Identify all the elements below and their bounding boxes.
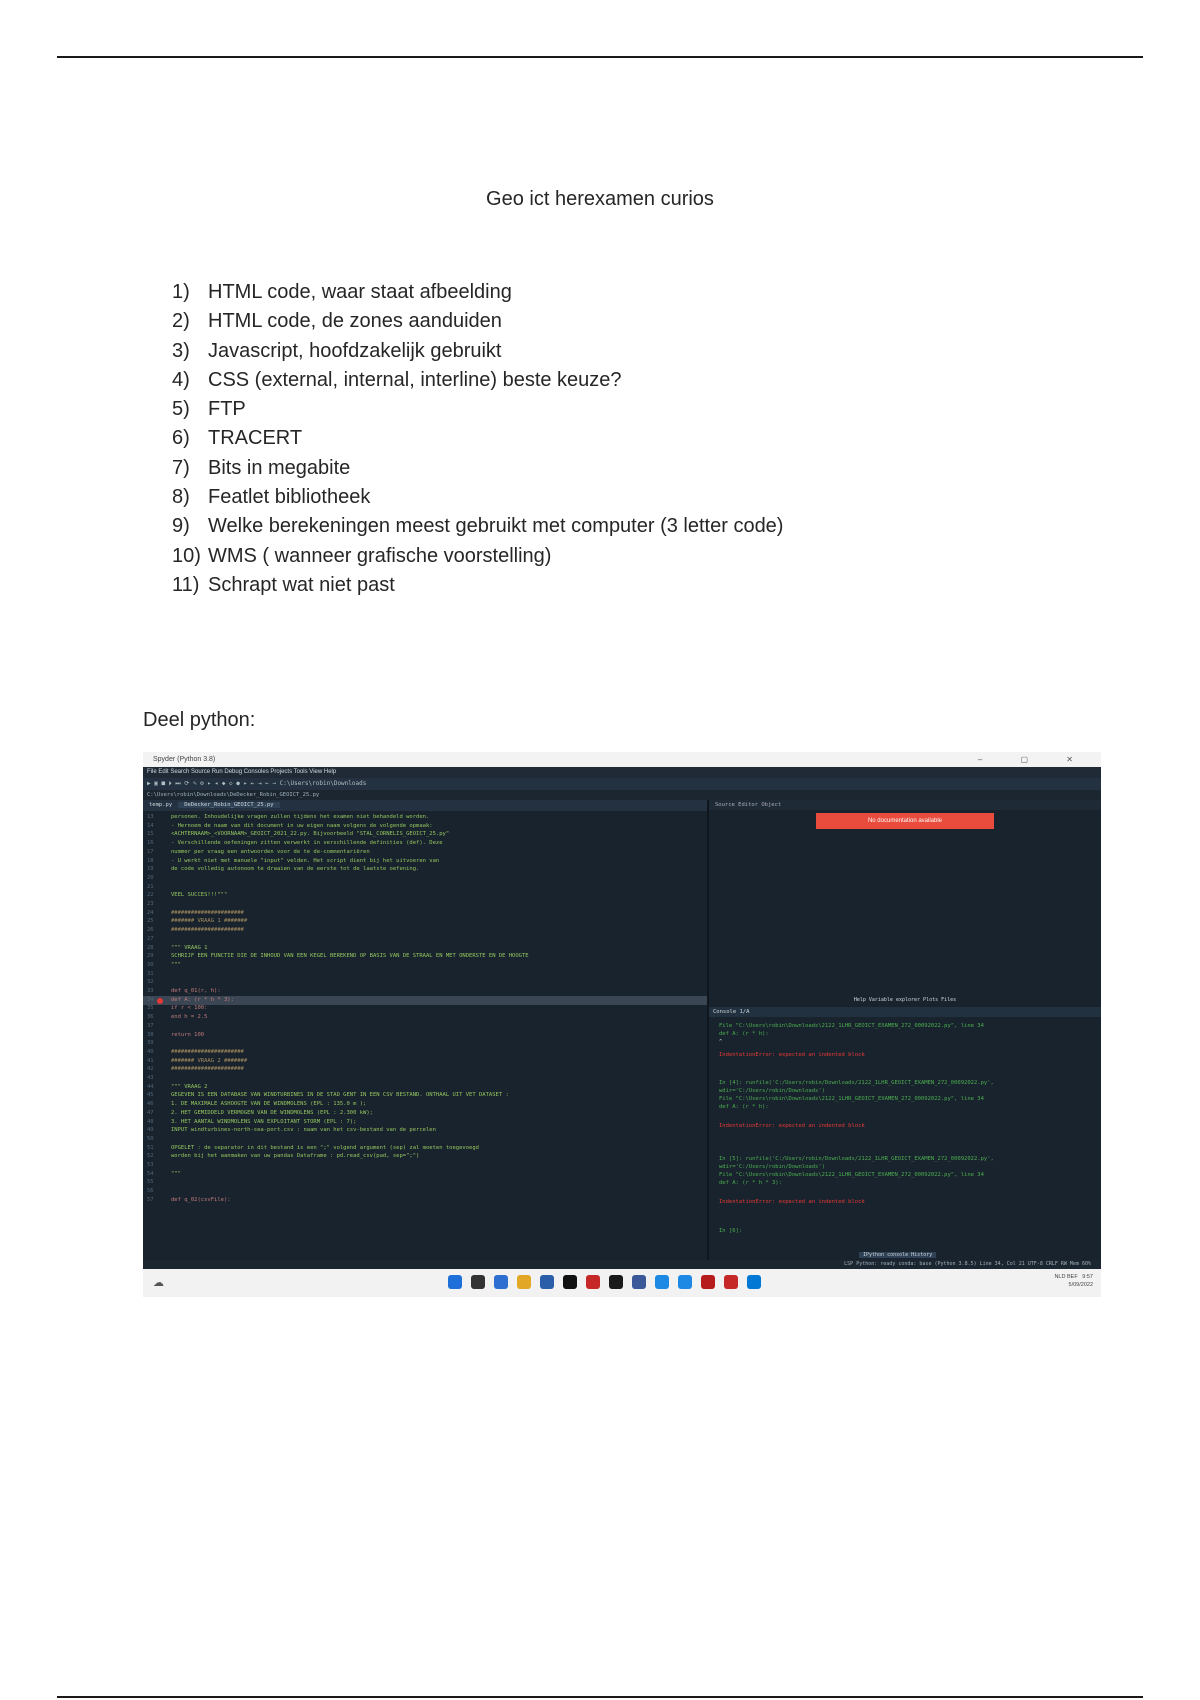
code-area[interactable] [143,814,707,1260]
line-number: 48 [147,1118,154,1125]
line-number: 23 [147,901,154,907]
line-number: 49 [147,1127,154,1134]
code-line[interactable]: def A: (r * h * 3): [171,996,234,1003]
question-item [172,542,783,571]
taskbar-app-icon[interactable] [471,1275,485,1289]
line-number: 37 [147,1022,154,1029]
pane-tabs[interactable]: Help Variable explorer Plots Files [853,997,957,1003]
line-number: 34 [147,996,154,1003]
console-line: ^ [719,1039,723,1045]
question-text: Featlet bibliotheek [208,486,371,509]
console-line: IndentationError: expected an indented block [719,1123,865,1129]
code-line[interactable]: OPGELET : de separator in dit bestand is een ";" volgend argument (sep) zal moeten toegevoegd [171,1144,479,1151]
question-item [172,571,783,600]
code-line[interactable]: """ [171,961,181,968]
line-number: 35 [147,1005,154,1012]
question-item [172,424,783,453]
editor-tabs[interactable] [143,800,707,811]
ide-main [143,800,1101,1260]
line-number: 55 [147,1179,154,1186]
code-line[interactable]: - Hernoem de naam van dit document in uw eigen naam volgens de volgende opmaak: [171,822,433,829]
taskbar-app-icon[interactable] [540,1275,554,1289]
console-output[interactable] [709,1019,1101,1246]
document-title: Geo ict herexamen curios [486,188,714,210]
taskbar-app-icon[interactable] [701,1275,715,1289]
question-item [172,395,783,424]
line-number: 42 [147,1066,154,1073]
question-text: FTP [208,398,246,421]
tab-temp[interactable]: temp.py [149,802,173,808]
code-line[interactable]: INPUT windturbines-north-sea-port.csv : naam van het csv-bestand van de percelen [171,1127,436,1134]
code-line[interactable]: 1. DE MAXIMALE ASHOOGTE VAN DE WINDMOLENS (EPL : 135.0 m ); [171,1101,367,1108]
taskbar-app-icon[interactable] [563,1275,577,1289]
question-text: WMS ( wanneer grafische voorstelling) [208,544,552,567]
line-number: 15 [147,831,154,838]
console-line: wdir='C:/Users/robin/Downloads') [719,1088,825,1094]
console-line: In [6]: [719,1228,743,1234]
code-line[interactable]: end h = 2.5 [171,1014,208,1021]
line-number: 30 [147,961,154,968]
line-number: 57 [147,1196,154,1203]
taskbar-app-icon[interactable] [448,1275,462,1289]
code-line[interactable]: """ VRAAG 2 [171,1083,208,1090]
code-line[interactable]: VEEL SUCCES!!!""" [171,892,228,899]
line-number: 51 [147,1144,154,1151]
question-text: TRACERT [208,427,303,450]
toolbar-path[interactable]: C:\Users\robin\Downloads [279,780,367,787]
taskbar-app-icon[interactable] [678,1275,692,1289]
question-text: Schrapt wat niet past [208,573,395,596]
help-header[interactable]: Source Editor Object [709,800,1101,810]
status-bar: LSP Python: ready conda: base (Python 3.8.5) Line 34, Col 21 UTF-8 CRLF RW Mem 60% [143,1260,1101,1269]
question-text: HTML code, de zones aanduiden [208,310,502,333]
line-number: 17 [147,848,154,855]
taskbar-app-icon[interactable] [655,1275,669,1289]
line-number: 38 [147,1031,154,1038]
taskbar-app-icon[interactable] [747,1275,761,1289]
question-number: 7) [172,456,190,479]
line-number: 20 [147,874,154,881]
taskbar-app-icon[interactable] [724,1275,738,1289]
code-line[interactable]: def q_02(csvFile): [171,1196,231,1203]
tab-active-file[interactable]: DeDecker_Robin_GEOICT_25.py [178,802,279,808]
line-number: 13 [147,814,154,820]
tray-time[interactable]: 9:57 [1082,1274,1093,1280]
line-number: 36 [147,1014,154,1021]
line-number: 53 [147,1162,154,1168]
toolbar-icons[interactable]: ▶ ▣ ■ ⏵ ⏭ ⟳ ✎ ⚙ ▸ ◂ ◆ ◇ ● ▸ ⇤ ⇥ ← → [147,780,280,787]
code-line[interactable]: """ VRAAG 1 [171,944,208,951]
code-line[interactable]: 2. HET GEMIDDELD VERMOGEN VAN DE WINDMOLENS (EPL : 2.300 kW); [171,1109,373,1116]
system-tray[interactable] [1054,1273,1093,1289]
top-rule [57,56,1143,58]
question-item [172,337,783,366]
code-line[interactable]: <ACHTERNAAM>_<VOORNAAM>_GEOICT_2021_22.py. Bijvoorbeeld "STAL_CORNELIS_GEOICT_25.py" [171,831,450,838]
question-text: HTML code, waar staat afbeelding [208,281,512,303]
question-number: 11) [172,573,200,596]
console-line: File "C:\Users\robin\Downloads\2122_1LHR_GEOICT_EXAMEN_272_00092022.py", line 34 [719,1172,984,1178]
line-number: 16 [147,840,154,847]
question-text: Welke berekeningen meest gebruikt met computer (3 letter code) [208,515,784,538]
taskbar-app-icon[interactable] [494,1275,508,1289]
code-line[interactable]: 3. HET AANTAL WINDMOLENS VAN EXPLOITANT STORM (EPL : 7); [171,1118,357,1125]
console-line: In [5]: runfile('C:/Users/robin/Downloads/2122_1LHR_GEOICT_EXAMEN_272_00092022.py', [719,1156,994,1162]
line-number: 43 [147,1075,154,1081]
line-number: 32 [147,979,154,986]
question-number: 10) [172,544,201,567]
question-item [172,454,783,483]
question-number: 8) [172,486,190,509]
line-number: 39 [147,1040,154,1047]
code-line[interactable]: - U werkt niet met manuele "input" velden. Het script dient bij het uitvoeren van [171,857,440,864]
editor-pane[interactable] [143,800,709,1260]
taskbar-app-icon[interactable] [632,1275,646,1289]
question-number: 4) [172,368,190,391]
code-line[interactable]: GEGEVEN IS EEN DATABASE VAN WINDTURBINES IN DE STAD GENT IN EEN CSV BESTAND. ONTHAAL UIT VET DATASET : [171,1092,509,1099]
line-number: 22 [147,892,154,899]
code-line[interactable]: ###################### [171,1048,244,1055]
line-number: 56 [147,1188,154,1195]
tray-language[interactable]: NLD BEF [1054,1274,1078,1280]
line-number: 31 [147,970,154,977]
line-number: 46 [147,1101,154,1108]
code-line[interactable]: ###################### [171,1066,244,1073]
taskbar-app-icon[interactable] [609,1275,623,1289]
question-number: 9) [172,515,190,538]
console-line: def A: (r * h): [719,1031,769,1037]
right-panes [709,800,1101,1260]
code-line[interactable]: ###################### [171,909,244,916]
weather-icon[interactable]: ☁ [153,1277,164,1289]
console-header[interactable]: Console 1/A [709,1007,1101,1017]
console-line: File "C:\Users\robin\Downloads\2122_1LHR_GEOICT_EXAMEN_272_00092022.py", line 34 [719,1096,984,1102]
code-line[interactable]: - Verschillende oefeningen zitten verwerkt in verschillende definities (def). Deze [171,840,443,847]
file-path: C:\Users\robin\Downloads\DeDecker_Robin_GEOICT_25.py [143,790,1101,800]
code-line[interactable]: """ [171,1170,181,1177]
code-line[interactable]: if r < 100: [171,1005,208,1012]
console-tabs[interactable]: IPython console History [859,1252,936,1258]
question-item [172,512,783,541]
toolbar[interactable] [143,778,1101,790]
line-number: 25 [147,918,154,925]
section-label: Deel python: [143,709,256,731]
code-line[interactable]: personen. Inhoudelijke vragen zullen tijdens het examen niet behandeld worden. [171,814,430,820]
code-line[interactable]: return 100 [171,1031,205,1038]
console-line: File "C:\Users\robin\Downloads\2122_1LHR_GEOICT_EXAMEN_272_00092022.py", line 34 [719,1023,984,1029]
line-number: 27 [147,935,154,942]
line-number: 28 [147,944,154,951]
line-number: 41 [147,1057,154,1064]
spyder-screenshot [143,752,1101,1297]
question-number: 3) [172,339,190,362]
console-line: IndentationError: expected an indented block [719,1052,865,1058]
question-item [172,307,783,336]
question-number: 1) [172,281,190,303]
code-line[interactable]: def q_01(r, h): [171,988,221,994]
question-text: Bits in megabite [208,456,351,479]
code-line[interactable]: nummer per vraag een antwoorden voor de te de-commentariëren [171,848,370,855]
line-number: 24 [147,909,154,916]
question-number: 2) [172,310,190,333]
line-number: 33 [147,988,154,994]
line-number: 50 [147,1135,154,1142]
code-line[interactable]: ####### VRAAG 2 ####### [171,1057,248,1064]
window-controls[interactable]: – ▢ ✕ [977,755,1091,764]
console-line: def A: (r * h * 3): [719,1180,782,1186]
question-number: 5) [172,398,190,421]
taskbar-app-icon[interactable] [517,1275,531,1289]
line-number: 29 [147,953,154,960]
line-number: 45 [147,1092,154,1099]
question-item [172,366,783,395]
line-number: 18 [147,857,154,864]
question-text: Javascript, hoofdzakelijk gebruikt [208,339,502,362]
line-number: 52 [147,1153,154,1160]
line-number: 21 [147,883,154,890]
console-line: wdir='C:/Users/robin/Downloads') [719,1164,825,1170]
line-number: 44 [147,1083,154,1090]
taskbar-app-icon[interactable] [586,1275,600,1289]
question-item [172,483,783,512]
line-number: 26 [147,927,154,934]
code-line[interactable]: SCHRIJF EEN FUNCTIE DIE DE INHOUD VAN EEN KEGEL BEREKEND OP BASIS VAN DE STRAAL EN MET ONDERSTE EN DE HOOGTE [171,953,529,960]
window-title: Spyder (Python 3.8) [153,756,216,763]
code-line[interactable]: worden bij het aanmaken van uw pandas Dataframe : pd.read_csv(pad, sep=";") [171,1153,420,1160]
question-item [172,278,783,307]
tray-date[interactable]: 5/09/2022 [1068,1282,1093,1288]
question-list [172,278,783,600]
line-number: 54 [147,1170,154,1177]
taskbar [143,1269,1101,1297]
code-line[interactable]: ###################### [171,927,244,934]
console-line: IndentationError: expected an indented block [719,1199,865,1205]
question-text: CSS (external, internal, interline) beste keuze? [208,368,622,391]
line-number: 19 [147,866,154,873]
code-line[interactable]: de code volledig autonoom te draaien van de eerste tot de laatste oefening. [171,866,420,873]
line-number: 14 [147,822,154,829]
line-number: 40 [147,1048,154,1055]
taskbar-apps [448,1275,761,1291]
console-line: def A: (r * h): [719,1104,769,1110]
code-line[interactable]: ####### VRAAG 1 ####### [171,918,248,925]
menu-bar[interactable]: File Edit Search Source Run Debug Consoles Projects Tools View Help [143,767,1101,778]
no-documentation-banner: No documentation available [816,813,994,829]
console-line: In [4]: runfile('C:/Users/robin/Downloads/2122_1LHR_GEOICT_EXAMEN_272_00092022.py', [719,1080,994,1086]
bottom-rule [57,1696,1143,1698]
question-number: 6) [172,427,190,450]
window-title-bar [143,752,1101,767]
line-number: 47 [147,1109,154,1116]
